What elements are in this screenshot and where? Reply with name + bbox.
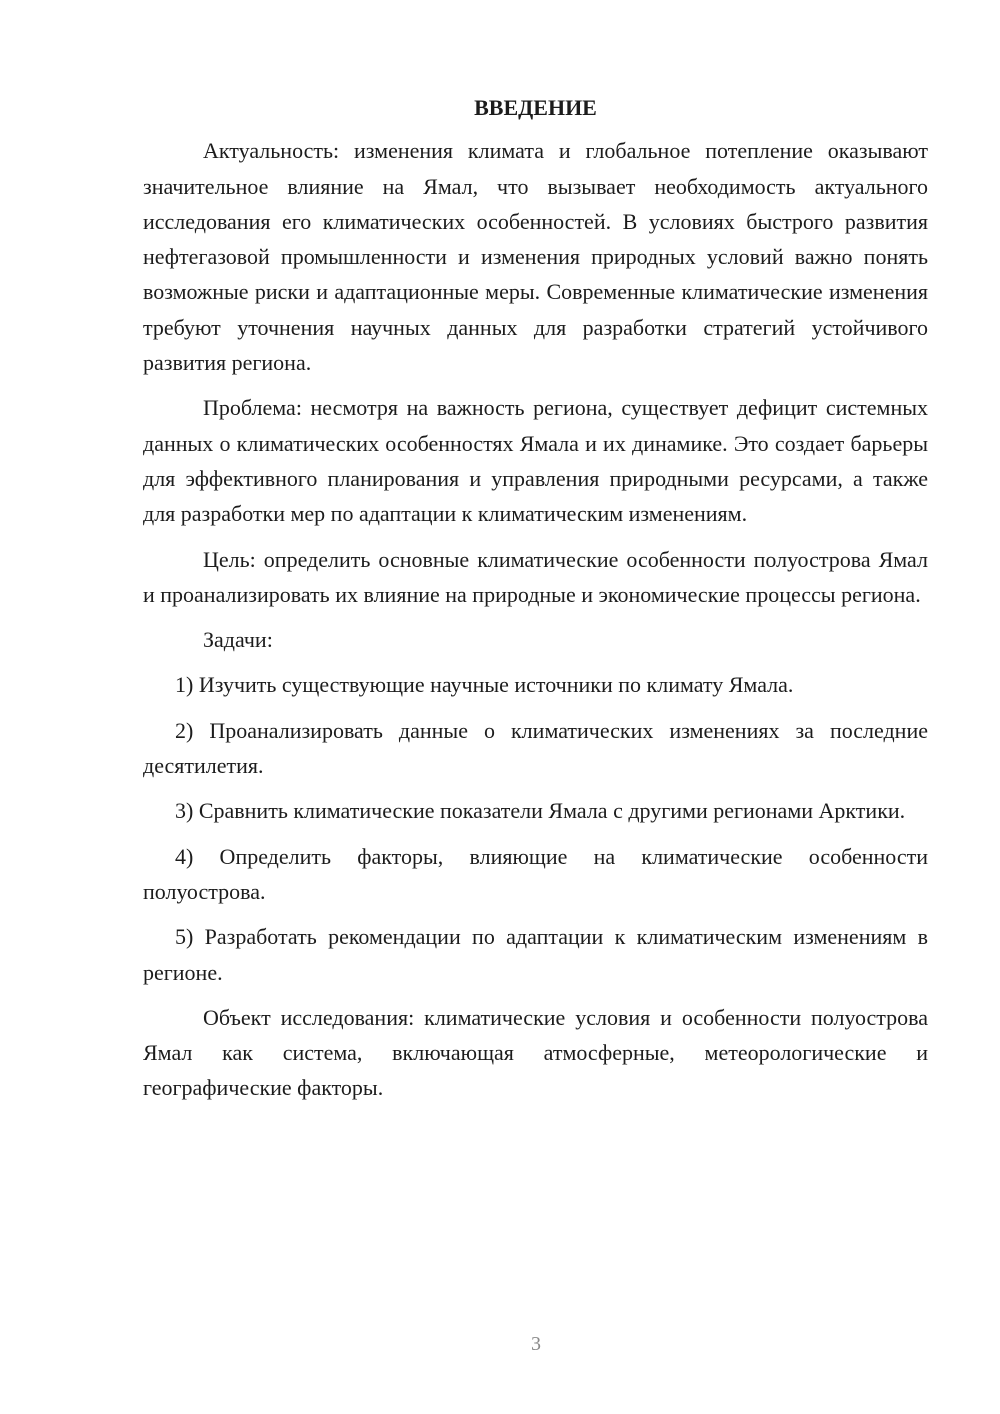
task-item: 3) Сравнить климатические показатели Ямала с другими регионами Арктики. [175, 798, 906, 824]
task-item: 4) Определить факторы, влияющие на климатические особенности полуострова. [143, 843, 928, 904]
page-number: 3 [531, 1333, 541, 1355]
task-item: 1) Изучить существующие научные источники по климату Ямала. [175, 672, 794, 698]
section-heading: ВВЕДЕНИЕ [474, 95, 597, 120]
task-item: 5) Разработать рекомендации по адаптации к климатическим изменениям в регионе. [143, 924, 928, 985]
goal-paragraph: Цель: определить основные климатические особенности полуострова Ямал и проанализировать их влияние на природные и экономические процессы региона. [143, 546, 928, 607]
document-page [143, 90, 928, 1116]
task-item: 2) Проанализировать данные о климатических изменениях за последние десятилетия. [143, 717, 928, 779]
object-paragraph: Объект исследования: климатические условия и особенности полуострова Ямал как система, включающая атмосферные, метеорологические и географические факторы. [143, 1004, 928, 1101]
relevance-paragraph: Актуальность: изменения климата и глобальное потепление оказывают значительное влияние на Ямал, что вызывает необходимость актуального исследования его климатических особенностей. В условиях быстрого развития нефтегазовой промышленности и изменения природных условий важно понять возможные риски и адаптационные меры. Современные климатические изменения требуют уточнения научных данных для разработки стратегий устойчивого развития региона. [143, 138, 928, 376]
problem-paragraph: Проблема: несмотря на важность региона, существует дефицит системных данных о климатических особенностях Ямала и их динамике. Это создает барьеры для эффективного планирования и управления природными ресурсами, а также для разработки мер по адаптации к климатическим изменениям. [143, 395, 928, 527]
tasks-label: Задачи: [203, 627, 273, 653]
